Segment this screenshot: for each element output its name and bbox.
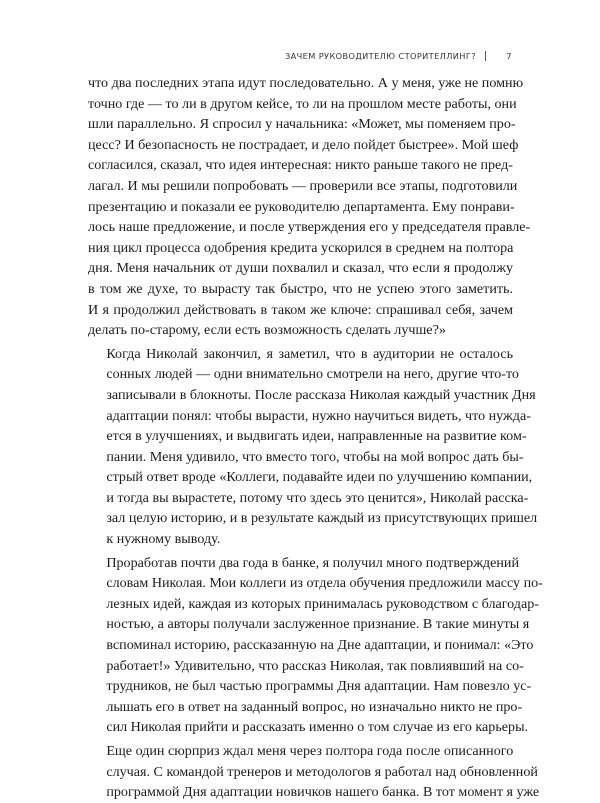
text-line: цесс? И безопасность не пострадает, и дело пойдет быстрее». Мой шеф xyxy=(88,136,519,153)
text-line: в том же духе, то вырасту так быстро, что не успею этого заметить. xyxy=(88,280,513,297)
text-line: адаптации понял: чтобы вырасти, нужно научиться видеть, что нужда- xyxy=(106,407,531,424)
text-line: к нужному выводу. xyxy=(106,531,221,548)
paragraph xyxy=(88,553,543,738)
text-line: стрый ответ вроде «Коллеги, подавайте идеи по улучшению компании, xyxy=(106,469,533,486)
text-line: ется в улучшениях, и выдвигать идеи, направленные на развитие ком- xyxy=(106,428,527,445)
text-line: зал целую историю, и в результате каждый из присутствующих пришел xyxy=(106,510,538,527)
text-line: трудников, не был частью программы Дня адаптации. Нам повезло ус- xyxy=(106,678,532,695)
text-line: ния цикл процесса одобрения кредита ускорился в среднем на полтора xyxy=(88,239,514,256)
text-line: точно где — то ли в другом кейсе, то ли на прошлом месте работы, они xyxy=(88,95,517,112)
paragraph xyxy=(88,741,540,803)
text-line: дня. Меня начальник от души похвалил и сказал, что если я продолжу xyxy=(88,260,513,277)
text-line: ностью, а авторы получали заслуженное признание. В такие минуты я xyxy=(106,616,530,633)
text-line: шли параллельно. Я спросил у начальника: «Может, мы поменяем про- xyxy=(88,116,516,133)
text-line: лось наше предложение, и после утверждения его у председателя правле- xyxy=(88,219,531,236)
text-line: работает!» Удивительно, что рассказ Николая, так повлиявший на со- xyxy=(106,657,524,674)
text-line: сил Николая прийти и рассказать именно о том случае из его карьеры. xyxy=(106,719,529,736)
body-text xyxy=(88,73,543,803)
text-line: программой Дня адаптации новичков нашего банка. В тот момент я уже xyxy=(106,784,540,801)
text-line: вспоминал историю, рассказанную на Дне адаптации, и понимал: «Это xyxy=(106,637,534,654)
text-line: сонных людей — одни внимательно смотрели на него, другие что-то xyxy=(106,366,519,383)
page-number: 7 xyxy=(506,51,512,61)
text-line: Еще один сюрприз ждал меня через полтора года после описанного xyxy=(106,743,514,759)
text-line: И я продолжил действовать в таком же ключе: спрашивал себя, зачем xyxy=(88,301,513,318)
text-line: презентацию и показали ее руководителю департамента. Ему понрави- xyxy=(88,198,515,215)
running-header xyxy=(250,49,512,63)
text-line: записывали в блокноты. После рассказа Николая каждый участник Дня xyxy=(106,386,536,403)
text-line: лагал. И мы решили попробовать — проверили все этапы, подготовили xyxy=(88,177,518,194)
paragraph xyxy=(88,344,538,550)
text-line: пании. Меня удивило, что вместо того, чтобы на мой вопрос дать бы- xyxy=(106,448,524,465)
paragraph xyxy=(88,73,531,341)
text-line: словам Николая. Мои коллеги из отдела обучения предложили массу по- xyxy=(106,575,543,592)
text-line: Проработав почти два года в банке, я получил много подтверждений xyxy=(106,554,519,571)
text-line: случая. С командой тренеров и методологов я работал над обновленной xyxy=(106,763,538,780)
text-line: что два последних этапа идут последовательно. А у меня, уже не помню xyxy=(88,75,524,91)
running-title: ЗАЧЕМ РУКОВОДИТЕЛЮ СТОРИТЕЛЛИНГ? xyxy=(285,51,476,61)
text-line: лезных идей, каждая из которых принималась руководством с благодар- xyxy=(106,595,539,612)
text-line: лышать его в ответ на заданный вопрос, но изначально никто не про- xyxy=(106,698,523,715)
text-line: и тогда вы вырастете, потому что здесь это ценится», Николай расска- xyxy=(106,489,529,506)
text-line: согласился, сказал, что идея интересная: никто раньше такого не пред- xyxy=(88,157,513,174)
text-line: Когда Николай закончил, я заметил, что в аудитории не осталось xyxy=(106,345,513,362)
text-line: делать по-старому, если есть возможность сделать лучше?» xyxy=(88,322,446,339)
